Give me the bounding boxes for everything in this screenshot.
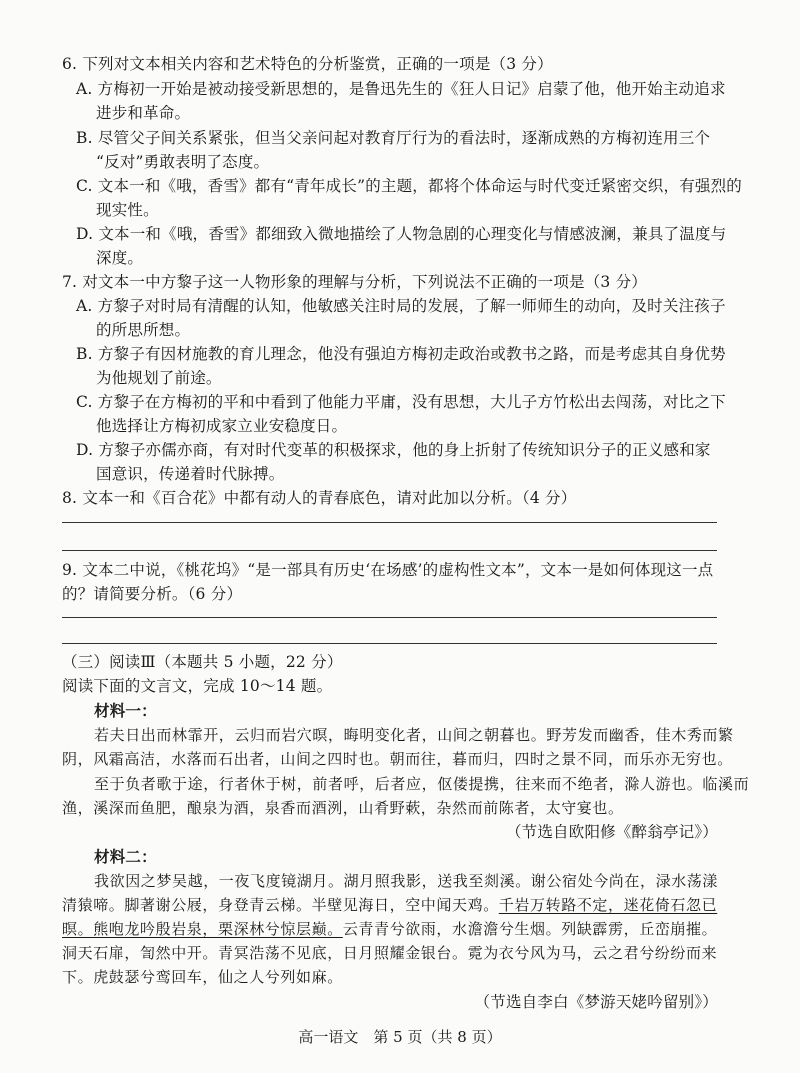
material2-line3-text: 云青青兮欲雨，水澹澹兮生烟。列缺霹雳，丘峦崩摧。 [342,920,718,938]
q6-option-c: C. 文本一和《哦，香雪》都有“青年成长”的主题，都将个体命运与时代变迁紧密交织，有强烈的 [76,177,743,195]
page-footer: 高一语文 第 5 页（共 8 页） [298,1028,502,1046]
q7-option-c-cont: 他选择让方梅初成家立业安稳度日。 [96,417,348,435]
q7-option-b: B. 方黎子有因材施教的育儿理念，他没有强迫方梅初走政治或教书之路，而是考虑其自身优势 [76,345,726,363]
q6-option-d: D. 文本一和《哦，香雪》都细致入微地描绘了人物急剧的心理变化与情感波澜，兼具了温度与 [76,225,727,243]
section3-intro: 阅读下面的文言文，完成 10～14 题。 [62,677,333,695]
q6-option-d-cont: 深度。 [96,249,144,267]
material1-source: （节选自欧阳修《醉翁亭记》） [505,823,718,841]
material2-source: （节选自李白《梦游天姥吟留别》） [474,993,718,1011]
q8-answer-line-1[interactable] [62,522,717,523]
material2-line2-text: 清猿啼。脚著谢公屐，身登青云梯。半壁见海日，空中闻天鸡。 [62,896,499,914]
q9-answer-line-1[interactable] [62,617,717,618]
q7-stem: 7. 对文本一中方黎子这一人物形象的理解与分析，下列说法不正确的一项是（3 分） [62,273,648,291]
q6-option-b: B. 尽管父子间关系紧张，但当父亲问起对教育厅行为的看法时，逐渐成熟的方梅初连用三个 [76,129,711,147]
q7-option-a: A. 方黎子对时局有清醒的认知，他敏感关注时局的发展，了解一师师生的动向，及时关注孩子 [76,297,726,315]
q6-stem: 6. 下列对文本相关内容和艺术特色的分析鉴赏，正确的一项是（3 分） [62,55,553,73]
q7-option-c: C. 方黎子在方梅初的平和中看到了他能力平庸，没有思想，大儿子方竹松出去闯荡，对比之下 [76,393,726,411]
material1-title: 材料一： [94,701,157,720]
material1-p2-line2: 渔，溪深而鱼肥，酿泉为酒，泉香而酒洌，山肴野蔌，杂然而前陈者，太守宴也。 [62,799,624,817]
material2-line3 [62,919,717,939]
q8-answer-line-2[interactable] [62,550,717,551]
q7-option-d: D. 方黎子亦儒亦商，有对时代变革的积极探求，他的身上折射了传统知识分子的正义感和家 [76,441,711,459]
q7-option-b-cont: 为他规划了前途。 [96,369,222,387]
material2-title: 材料二： [94,847,157,866]
q6-option-a: A. 方梅初一开始是被动接受新思想的，是鲁迅先生的《狂人日记》启蒙了他，他开始主动追求 [76,80,726,98]
section3-heading: （三）阅读Ⅲ（本题共 5 小题，22 分） [62,653,343,671]
material2-line1: 我欲因之梦吴越，一夜飞度镜湖月。湖月照我影，送我至剡溪。谢公宿处今尚在，渌水荡漾 [94,872,719,890]
material2-underlined-sentence-part2: 暝。熊咆龙吟殷岩泉，栗深林兮惊层巅。 [62,920,343,938]
material1-p2-line1: 至于负者歌于途，行者休于树，前者呼，后者应，伛偻提携，往来而不绝者，滁人游也。临溪而 [94,775,750,793]
q9-stem-cont: 的？请简要分析。（6 分） [62,585,243,603]
q6-option-a-cont: 进步和革命。 [96,104,191,122]
q6-option-c-cont: 现实性。 [96,201,159,219]
material2-line4: 洞天石扉，訇然中开。青冥浩荡不见底，日月照耀金银台。霓为衣兮风为马，云之君兮纷纷而来 [62,944,718,962]
material2-underlined-sentence-part1: 千岩万转路不定，迷花倚石忽已 [498,896,718,914]
q8-stem: 8. 文本一和《百合花》中都有动人的青春底色，请对此加以分析。（4 分） [62,489,577,507]
q6-option-b-cont: “反对”勇敢表明了态度。 [96,153,270,171]
material2-line2 [62,895,717,915]
q9-answer-line-2[interactable] [62,643,717,644]
material1-p1-line1: 若夫日出而林霏开，云归而岩穴暝，晦明变化者，山间之朝暮也。野芳发而幽香，佳木秀而繁 [94,726,734,744]
material1-p1-line2: 阴，风霜高洁，水落而石出者，山间之四时也。朝而往，暮而归，四时之景不同，而乐亦无穷也。 [62,750,733,768]
q9-stem: 9. 文本二中说，《桃花坞》“是一部具有历史‘在场感’的虚构性文本”，文本一是如何体现这一点 [62,561,714,579]
material2-line5: 下。虎鼓瑟兮鸾回车，仙之人兮列如麻。 [62,968,343,986]
q7-option-a-cont: 的所思所想。 [96,321,191,339]
q7-option-d-cont: 国意识，传递着时代脉搏。 [96,465,285,483]
